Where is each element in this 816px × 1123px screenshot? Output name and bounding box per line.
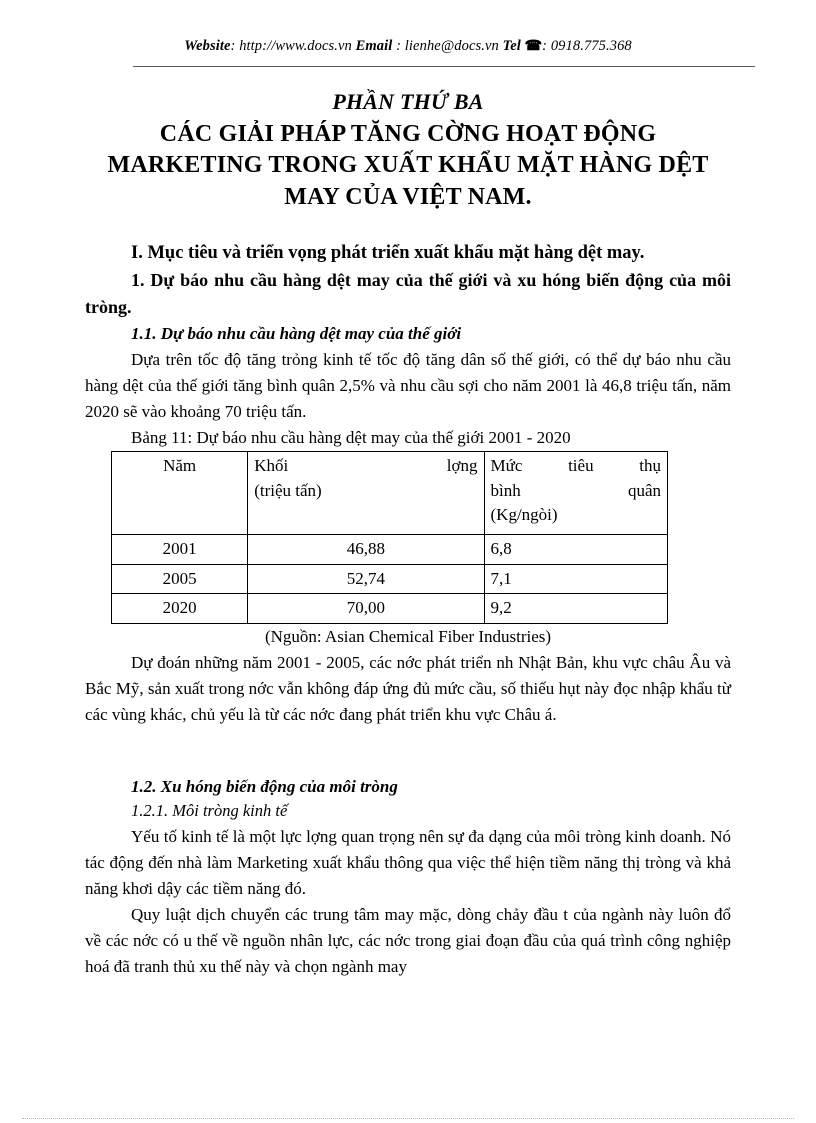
table-header-cons-line-3: (Kg/ngòi) xyxy=(490,505,558,525)
heading-section-1-2-1: 1.2.1. Môi tròng kinh tế xyxy=(131,801,288,821)
table-cell-mass: 70,00 xyxy=(248,594,484,624)
table-row xyxy=(112,594,668,624)
header-divider-rule xyxy=(133,66,755,67)
header-website-sep: : xyxy=(230,38,240,54)
table-header-cons-line-2: bình quân xyxy=(490,480,661,500)
table-container xyxy=(85,451,731,624)
table-row xyxy=(112,564,668,594)
table-cell-consumption: 6,8 xyxy=(484,534,667,564)
forecast-table xyxy=(111,451,668,624)
heading-section-1: 1. Dự báo nhu cầu hàng dệt may của thế giới và xu hóng biến động của môi tròng. xyxy=(85,270,731,318)
running-header xyxy=(0,38,816,55)
table-cell-consumption: 7,1 xyxy=(484,564,667,594)
document-title-block xyxy=(85,88,731,214)
heading-section-1-2: 1.2. Xu hóng biến động của môi tròng xyxy=(131,776,398,796)
header-tel-sep: : xyxy=(542,38,551,54)
header-website-label: Website xyxy=(184,38,231,54)
table-header-row xyxy=(112,451,668,534)
table-header-mass-line-2: (triệu tấn) xyxy=(254,480,322,500)
table-header-cons-line-1: Mức tiêu thụ xyxy=(490,455,661,475)
telephone-icon: ☎ xyxy=(524,39,543,54)
table-cell-year: 2005 xyxy=(112,564,248,594)
table-header-year-line-1: Năm xyxy=(163,455,197,475)
table-header-cell-year xyxy=(112,451,248,534)
table-cell-year: 2001 xyxy=(112,534,248,564)
page-title-line-3: MARKETING TRONG XUẤT KHẨU MẶT HÀNG DỆT xyxy=(107,152,709,179)
page-title-line-2: CÁC GIẢI PHÁP TĂNG CỜNG HOẠT ĐỘNG xyxy=(159,120,657,147)
footer-divider-rule xyxy=(22,1118,794,1119)
spacer xyxy=(85,214,731,240)
paragraph-forecast-intro: Dựa trên tốc độ tăng trỏng kinh tế tốc độ tăng dân số thế giới, có thể dự báo nhu cầu hàng dệt của thế giới tăng bình quân 2,5% và nhu cầu sợi cho năm 2001 là 46,8 triệu tấn, năm 2020 sẽ vào khoảng 70 triệu tấn. xyxy=(85,349,731,421)
table-cell-mass: 52,74 xyxy=(248,564,484,594)
table-cell-year: 2020 xyxy=(112,594,248,624)
table-cell-consumption: 9,2 xyxy=(484,594,667,624)
header-tel-value: 0918.775.368 xyxy=(550,38,632,54)
heading-section-1-1: 1.1. Dự báo nhu cầu hàng dệt may của thế giới xyxy=(131,324,462,344)
table-source-note: (Nguồn: Asian Chemical Fiber Industries) xyxy=(264,626,552,646)
paragraph-economic-environment: Yếu tố kinh tế là một lực lợng quan trọng nên sự đa dạng của môi tròng kinh doanh. Nó tác động đến nhà làm Marketing xuất khẩu thông qua việc thể hiện tiềm năng thị tròng và khả năng khơi dậy các tiềm năng đó. xyxy=(85,827,731,899)
header-email-sep: : xyxy=(392,38,405,54)
table-header-cell-consumption xyxy=(484,451,667,534)
paragraph-industry-shift: Quy luật dịch chuyển các trung tâm may mặc, dòng chảy đầu t của ngành này luôn đổ về các nớc có u thế về nguồn nhân lực, các nớc trong giai đoạn đầu của quá trình công nghiệp hoá đã tranh thủ xu thế này và chọn ngành may xyxy=(85,905,731,977)
table-caption: Bảng 11: Dự báo nhu cầu hàng dệt may của thế giới 2001 - 2020 xyxy=(131,427,571,447)
header-email-label: Email xyxy=(355,38,393,54)
header-email-value: lienhe@docs.vn xyxy=(404,38,499,54)
heading-section-i: I. Mục tiêu và triển vọng phát triển xuất khẩu mặt hàng dệt may. xyxy=(131,242,645,263)
page-body-column xyxy=(85,88,731,980)
table-row xyxy=(112,534,668,564)
spacer xyxy=(85,728,731,774)
header-tel-label: Tel xyxy=(502,38,521,54)
paragraph-forecast-regions: Dự đoán những năm 2001 - 2005, các nớc phát triển nh Nhật Bản, khu vực châu Âu và Bắc Mỹ, sản xuất trong nớc vẫn không đáp ứng đủ mức cầu, số thiếu hụt này đọc nhập khẩu từ các vùng khác, chủ yếu là từ các nớc đang phát triển khu vực Châu á. xyxy=(85,652,731,724)
page-title-line-4: MAY CỦA VIỆT NAM. xyxy=(284,183,532,210)
table-header-cell-mass xyxy=(248,451,484,534)
table-cell-mass: 46,88 xyxy=(248,534,484,564)
header-website-url: http://www.docs.vn xyxy=(239,38,352,54)
page-title-part: PHẦN THỨ BA xyxy=(332,89,484,114)
table-header-mass-line-1: Khối lợng xyxy=(254,455,478,475)
